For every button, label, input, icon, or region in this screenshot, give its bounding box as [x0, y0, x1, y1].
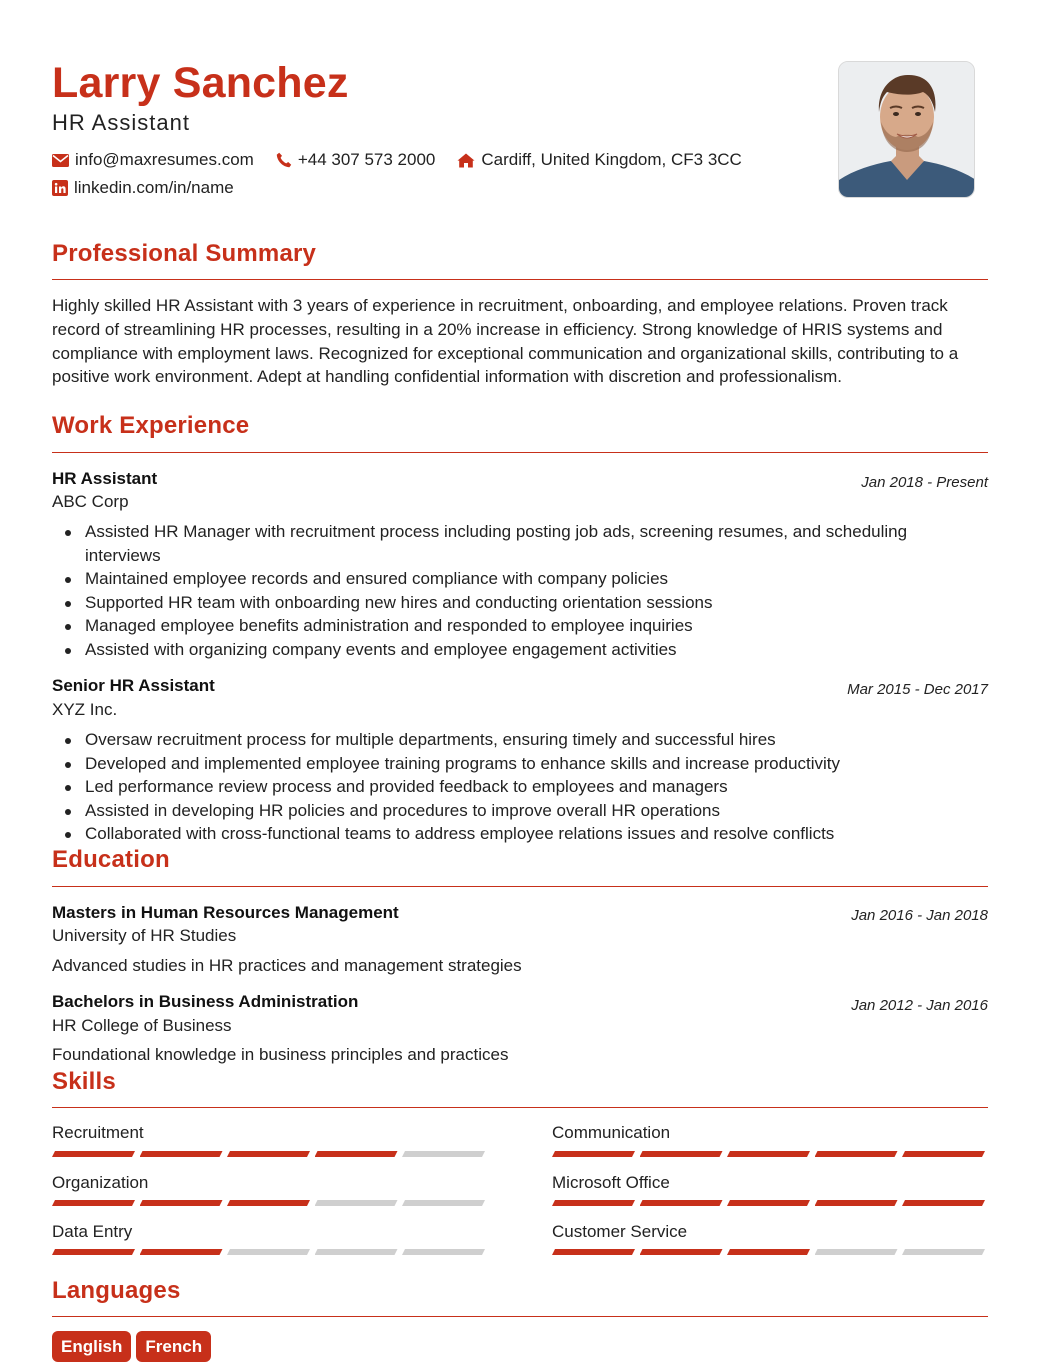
skill-segment-empty: [227, 1249, 310, 1255]
skill-segment-empty: [315, 1249, 398, 1255]
skill-segment-filled: [552, 1200, 635, 1206]
phone-text: +44 307 573 2000: [297, 150, 436, 169]
skill-segment-filled: [552, 1151, 635, 1157]
skill-segment-filled: [140, 1200, 223, 1206]
section-divider: [52, 886, 988, 887]
school-name: University of HR Studies: [52, 926, 237, 945]
summary-text: Highly skilled HR Assistant with 3 years of experience in recruitment, onboarding, and employee relations. Proven track record of streamlining HR processes, resulting in a 20% increase in efficiency. Strong knowledge of HRIS systems and compliance with employment laws. Recognized for exceptional communication and organizational skills, contributing to a positive work environment. Adept at handling confidential information with discretion and professionalism.: [52, 296, 959, 387]
skill-segment-empty: [402, 1151, 485, 1157]
skill-segment-filled: [727, 1151, 810, 1157]
section-title-education: Education: [52, 846, 170, 873]
list-item: Supported HR team with onboarding new hires and conducting orientation sessions: [52, 591, 982, 615]
contact-linkedin[interactable]: [52, 177, 234, 199]
skill-level-bar: [52, 1249, 490, 1255]
skill-name: Communication: [552, 1123, 671, 1142]
linkedin-icon: [52, 180, 68, 196]
skill-segment-filled: [727, 1200, 810, 1206]
skill-segment-filled: [140, 1151, 223, 1157]
phone-icon: [276, 152, 292, 168]
degree-description: Foundational knowledge in business principles and practices: [52, 1045, 509, 1064]
skill-name: Microsoft Office: [552, 1173, 670, 1192]
contact-email[interactable]: [52, 149, 254, 171]
job-dates: Jan 2018 - Present: [861, 474, 988, 491]
location-text: Cardiff, United Kingdom, CF3 3CC: [481, 150, 742, 169]
skill-segment-filled: [902, 1151, 985, 1157]
job-bullets: [52, 520, 982, 662]
skill-name: Customer Service: [552, 1222, 688, 1241]
skill-segment-empty: [902, 1249, 985, 1255]
job-dates: Mar 2015 - Dec 2017: [847, 681, 988, 698]
skill-name: Data Entry: [52, 1222, 133, 1241]
skill-segment-filled: [227, 1151, 310, 1157]
section-divider: [52, 279, 988, 280]
skill-segment-filled: [52, 1249, 135, 1255]
job-company: ABC Corp: [52, 492, 129, 511]
language-chip: French: [136, 1331, 211, 1362]
degree-title: Bachelors in Business Administration: [52, 992, 359, 1011]
skill-segment-filled: [727, 1249, 810, 1255]
list-item: Developed and implemented employee training programs to enhance skills and increase productivity: [52, 752, 982, 776]
skill-segment-filled: [552, 1249, 635, 1255]
degree-dates: Jan 2016 - Jan 2018: [851, 907, 988, 924]
envelope-icon: [52, 154, 69, 167]
skill-segment-filled: [140, 1249, 223, 1255]
skill-segment-filled: [815, 1151, 898, 1157]
degree-title: Masters in Human Resources Management: [52, 903, 399, 922]
email-text: info@maxresumes.com: [75, 150, 254, 169]
skill-segment-filled: [640, 1151, 723, 1157]
list-item: Maintained employee records and ensured compliance with company policies: [52, 567, 982, 591]
section-divider: [52, 1316, 988, 1317]
skill-segment-filled: [640, 1200, 723, 1206]
skill-name: Recruitment: [52, 1123, 144, 1142]
linkedin-text: linkedin.com/in/name: [74, 178, 234, 197]
skill-segment-empty: [315, 1200, 398, 1206]
job-company: XYZ Inc.: [52, 700, 118, 719]
section-title-languages: Languages: [52, 1277, 181, 1304]
list-item: Assisted with organizing company events and employee engagement activities: [52, 638, 982, 662]
candidate-name: Larry Sanchez: [52, 59, 349, 107]
skill-segment-empty: [402, 1200, 485, 1206]
list-item: Assisted in developing HR policies and procedures to improve overall HR operations: [52, 799, 982, 823]
skill-segment-filled: [315, 1151, 398, 1157]
degree-description: Advanced studies in HR practices and management strategies: [52, 956, 522, 975]
skill-segment-filled: [52, 1151, 135, 1157]
candidate-role: HR Assistant: [52, 110, 190, 135]
skill-segment-empty: [815, 1249, 898, 1255]
skill-segment-filled: [52, 1200, 135, 1206]
skill-level-bar: [552, 1200, 990, 1206]
job-bullets: [52, 728, 982, 846]
school-name: HR College of Business: [52, 1016, 232, 1035]
skill-segment-filled: [902, 1200, 985, 1206]
skill-level-bar: [52, 1200, 490, 1206]
section-title-summary: Professional Summary: [52, 240, 317, 267]
contact-row: [52, 149, 764, 171]
language-chip: English: [52, 1331, 131, 1362]
home-icon: [457, 153, 475, 168]
profile-photo: [838, 61, 975, 198]
contact-location: [457, 149, 741, 171]
contact-phone[interactable]: [276, 149, 436, 171]
skill-segment-empty: [402, 1249, 485, 1255]
job-title: Senior HR Assistant: [52, 676, 215, 695]
list-item: Oversaw recruitment process for multiple departments, ensuring timely and successful hires: [52, 728, 982, 752]
section-divider: [52, 1107, 988, 1108]
list-item: Assisted HR Manager with recruitment process including posting job ads, screening resumes, and scheduling interviews: [52, 520, 982, 567]
job-title: HR Assistant: [52, 469, 158, 488]
contact-row-2: [52, 177, 256, 199]
skill-segment-filled: [815, 1200, 898, 1206]
section-title-skills: Skills: [52, 1068, 116, 1095]
section-title-experience: Work Experience: [52, 412, 250, 439]
language-list: [52, 1331, 216, 1362]
section-divider: [52, 452, 988, 453]
skill-segment-filled: [640, 1249, 723, 1255]
list-item: Led performance review process and provided feedback to employees and managers: [52, 775, 982, 799]
avatar: [839, 62, 975, 198]
list-item: Collaborated with cross-functional teams to address employee relations issues and resolve conflicts: [52, 822, 982, 846]
skill-level-bar: [552, 1249, 990, 1255]
skill-level-bar: [552, 1151, 990, 1157]
degree-dates: Jan 2012 - Jan 2016: [851, 997, 988, 1014]
skill-name: Organization: [52, 1173, 149, 1192]
skill-level-bar: [52, 1151, 490, 1157]
list-item: Managed employee benefits administration and responded to employee inquiries: [52, 614, 982, 638]
skill-segment-filled: [227, 1200, 310, 1206]
